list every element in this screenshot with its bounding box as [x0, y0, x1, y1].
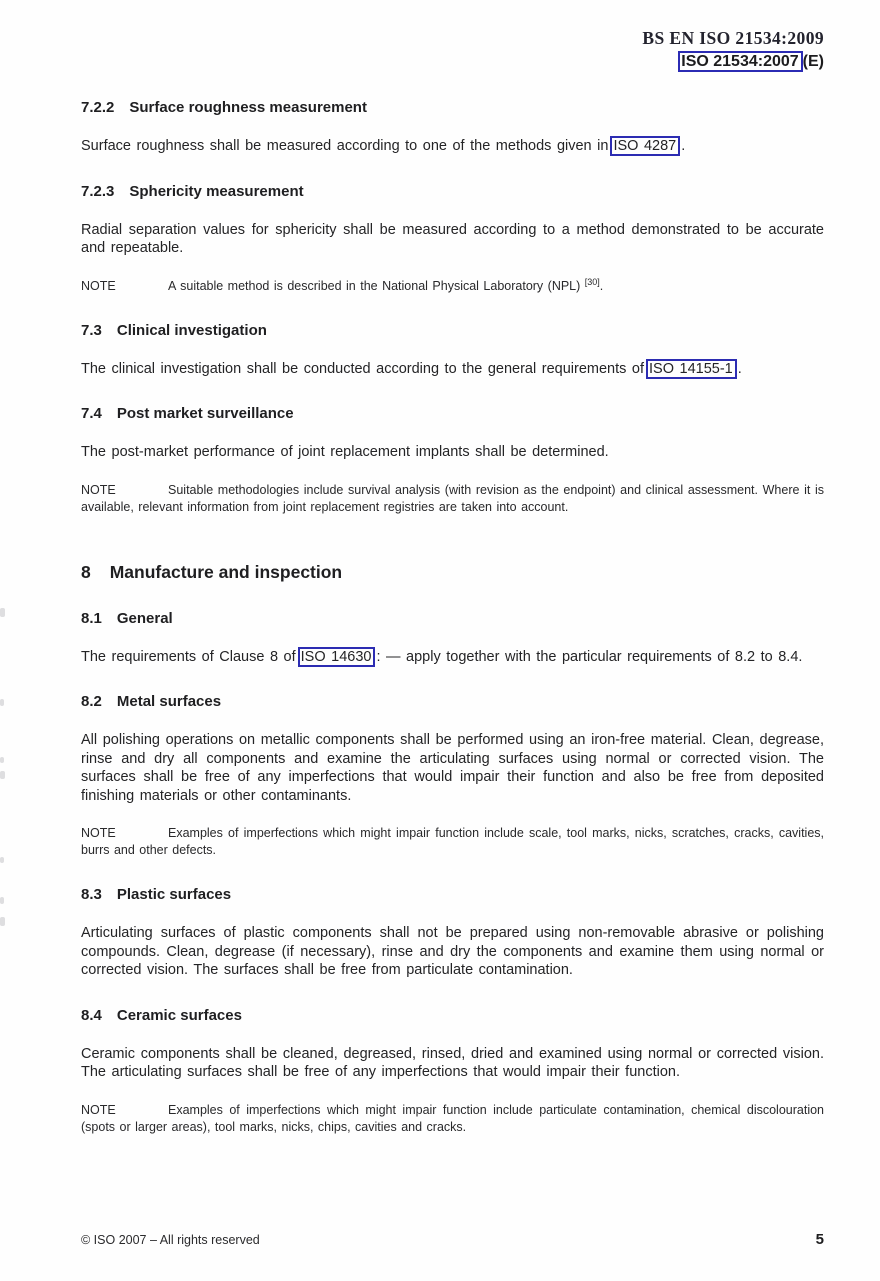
heading-8-1 — [81, 610, 824, 627]
paragraph: All polishing operations on metallic components shall be performed using an iron-free material. Clean, degrease, rinse and dry all components and examine the articulating surfaces using normal or corrected vision. The surfaces shall be free of any imperfections that would impair their function and also be free from deposited finishing materials or other contaminants. — [81, 732, 824, 804]
heading-title: Metal surfaces — [116, 693, 222, 710]
scan-artifact — [0, 699, 4, 706]
heading-number: 7.2.3 — [81, 182, 115, 200]
note-text: A suitable method is described in the National Physical Laboratory (NPL) — [168, 278, 585, 293]
heading-number: 8.1 — [81, 609, 102, 627]
paragraph — [81, 360, 824, 379]
paragraph: Ceramic components shall be cleaned, degreased, rinsed, dried and examined using normal or corrected vision. The articulating surfaces shall be free of any imperfections that would impair their function. — [81, 1045, 824, 1080]
note-label: NOTE — [81, 1102, 116, 1117]
heading-8-4 — [81, 1007, 824, 1024]
heading-title: Plastic surfaces — [116, 886, 232, 903]
paragraph: Articulating surfaces of plastic components shall not be prepared using non-removable abrasive or polishing compounds. Clean, degrease (if necessary), rinse and dry the components and examine them using normal or corrected vision. The surfaces shall be free from particulate contamination. — [81, 925, 824, 978]
heading-7-4 — [81, 405, 824, 422]
scan-artifact — [0, 857, 4, 863]
page-header — [0, 0, 880, 72]
heading-number: 7.3 — [81, 321, 102, 339]
paragraph-text: Surface roughness shall be measured according to one of the methods given in — [81, 138, 609, 154]
heading-8-2 — [81, 693, 824, 710]
note-label: NOTE — [81, 482, 116, 497]
note-text: Examples of imperfections which might impair function include particulate contamination, chemical discolouration (spots or larger areas), tool marks, nicks, chips, cavities and cracks. — [81, 1102, 824, 1134]
note-text: Suitable methodologies include survival analysis (with revision as the endpoint) and clinical assessment. Where it is available, relevant information from joint replacement registries are taken into account. — [81, 482, 824, 514]
paragraph-text: The clinical investigation shall be conducted according to the general requirements of — [81, 360, 644, 377]
note — [81, 278, 824, 295]
heading-number: 8 — [81, 561, 91, 582]
paragraph: The post-market performance of joint replacement implants shall be determined. — [81, 444, 609, 460]
scan-artifact — [0, 608, 5, 617]
note — [81, 825, 824, 859]
iso-14155-1-link[interactable]: ISO 14155-1 — [646, 359, 737, 379]
paragraph — [81, 648, 824, 667]
heading-7-2-2 — [81, 99, 824, 116]
heading-title: Manufacture and inspection — [109, 561, 343, 582]
reference-superscript: [30] — [584, 276, 600, 287]
note-text: Examples of imperfections which might impair function include scale, tool marks, nicks, scratches, cracks, cavities, burrs and other defects. — [81, 826, 824, 857]
paragraph-text: : — apply together with the particular requirements of 8.2 to 8.4. — [376, 648, 803, 665]
page-footer — [0, 1231, 880, 1281]
heading-number: 8.3 — [81, 886, 102, 903]
paragraph-text: . — [681, 138, 686, 154]
scan-artifact — [0, 757, 4, 763]
paragraph-text: The requirements of Clause 8 of — [81, 648, 296, 665]
scan-artifact — [0, 897, 4, 904]
iso-14630-link[interactable]: ISO 14630 — [298, 647, 376, 667]
scan-artifact — [0, 917, 5, 926]
page-number: 5 — [815, 1231, 824, 1248]
footer-copyright: © ISO 2007 – All rights reserved — [81, 1233, 260, 1247]
heading-title: Clinical investigation — [116, 321, 267, 339]
heading-number: 7.2.2 — [81, 99, 115, 116]
heading-title: General — [116, 609, 173, 627]
paragraph — [81, 137, 824, 156]
iso-4287-link[interactable]: ISO 4287 — [610, 136, 680, 156]
heading-title: Post market surveillance — [116, 405, 294, 422]
iso-21534-link-box[interactable]: ISO 21534:2007 — [678, 51, 802, 72]
heading-7-3 — [81, 322, 824, 339]
standard-ref-bs-en: BS EN ISO 21534:2009 — [642, 28, 824, 48]
note-text: . — [599, 278, 604, 293]
paragraph-text: . — [737, 360, 742, 377]
heading-7-2-3 — [81, 183, 824, 200]
document-body — [0, 72, 880, 1136]
heading-8-3 — [81, 886, 824, 903]
scan-artifact — [0, 771, 5, 779]
language-code: (E) — [802, 53, 824, 70]
heading-title: Ceramic surfaces — [116, 1006, 242, 1024]
heading-title: Surface roughness measurement — [129, 99, 367, 116]
standard-ref-iso — [0, 51, 824, 72]
note — [81, 1102, 824, 1136]
heading-number: 8.2 — [81, 693, 102, 710]
heading-title: Sphericity measurement — [129, 182, 304, 200]
note-label: NOTE — [81, 826, 116, 840]
heading-number: 7.4 — [81, 405, 102, 422]
heading-number: 8.4 — [81, 1006, 102, 1024]
paragraph: Radial separation values for sphericity shall be measured according to a method demonstrated to be accurate and repeatable. — [81, 221, 824, 256]
note — [81, 482, 824, 516]
note-label: NOTE — [81, 278, 116, 293]
heading-8 — [81, 562, 824, 583]
